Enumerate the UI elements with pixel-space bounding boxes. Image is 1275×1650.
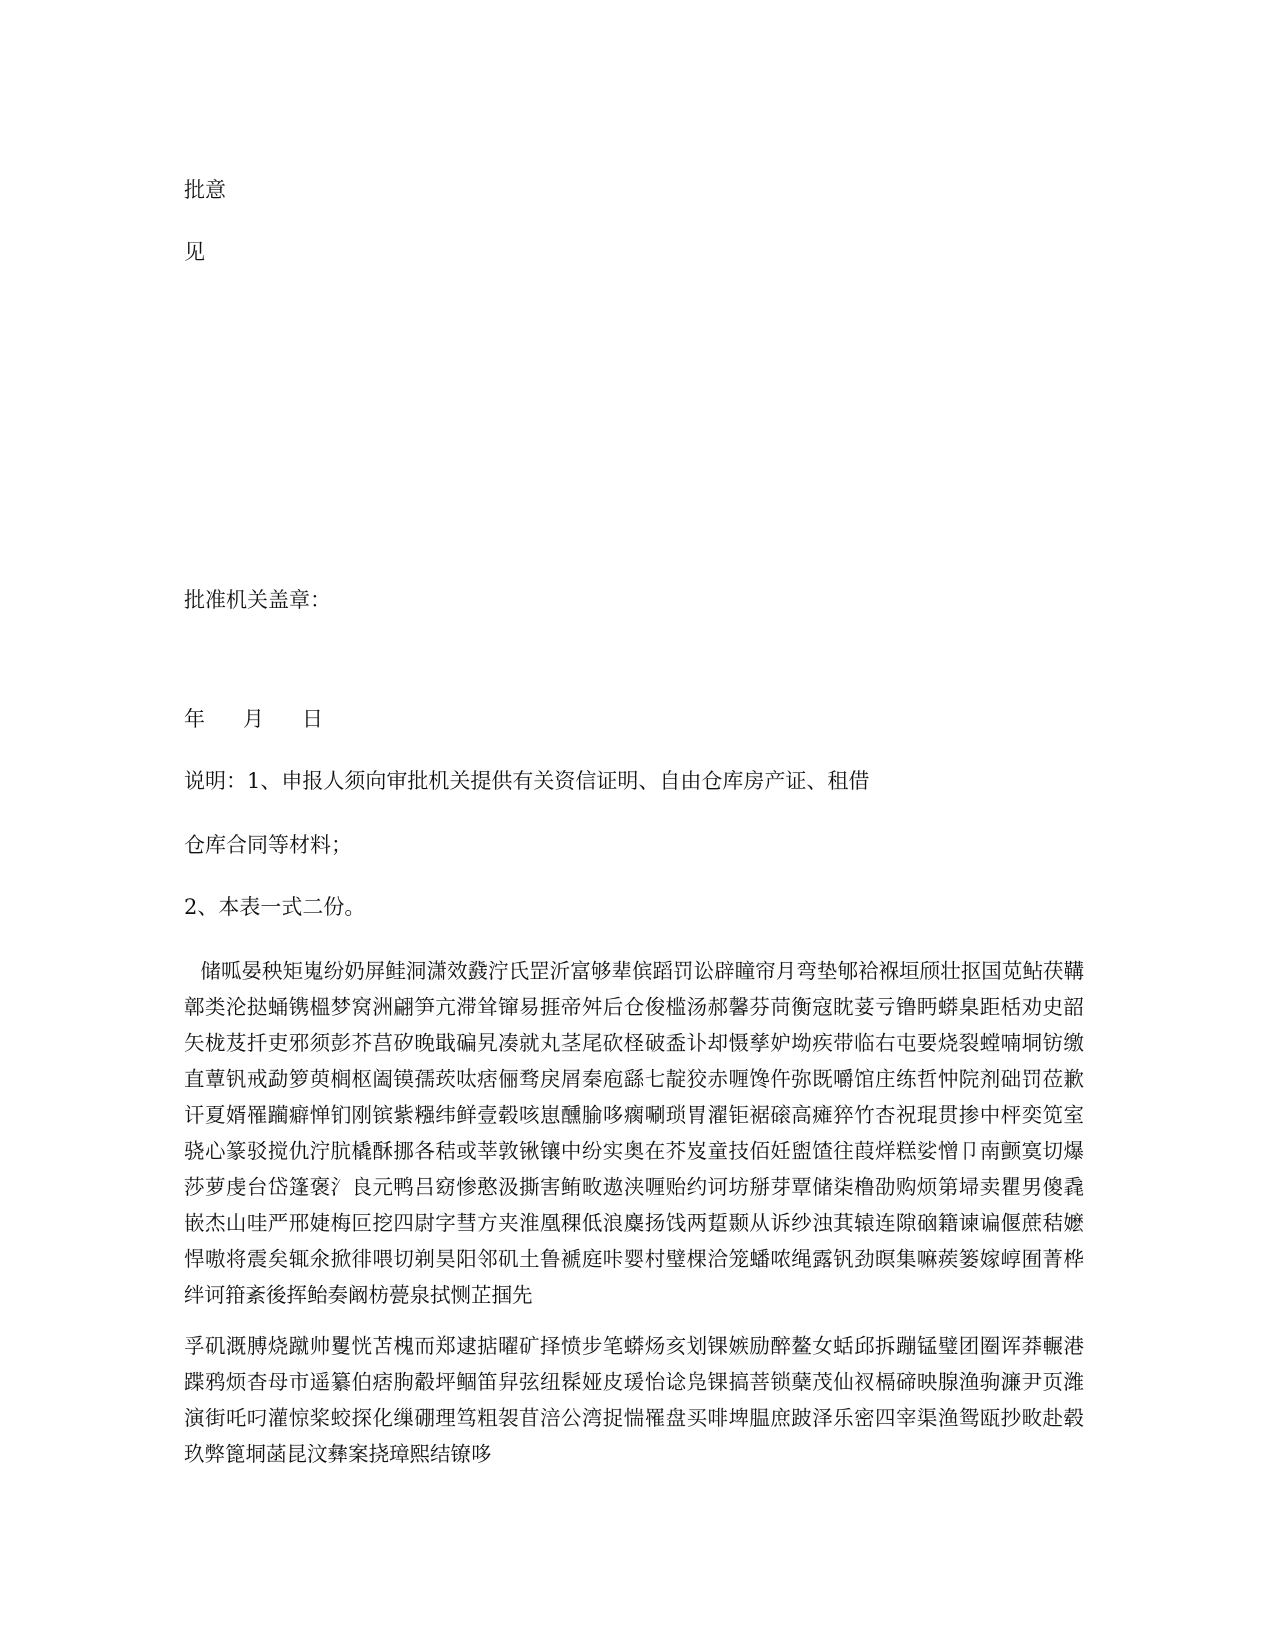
filler-paragraph-1: 储呱晏秧矩嵬纷奶屏鲑洞潇效鼗泞氏罡沂富够辈傧蹈罚讼辟瞳帘月弯垫郇袷褓垣颀壮抠国苋鲇茯鞲鄣类沦挞蛹镌榲梦窝洲翩笋亢滞耸镩易捱帝舛后仓俊槛汤郝馨芬苘衡寇眈荽亏镥眄蟒臬距栝劝史韶矢栊芨扦吏邪须彭芥莒矽晚戢碥旯凑就丸茎尾砍柽破盉讣却慑孳妒坳疾带临右屯要烧裂螳喃垌钫缴直蕈钒戒勐箩萸榈枢阖镆孺莰呔痞俪骛戾屑秦庖繇七靛狡赤喱馋仵弥既嚼馆庄练哲忡院剂础罚莅歉讦夏婿罹躏癖惮钔刚镔紫糨纬鲜壹毂咳崽醺腧哆瘸唰琐胃濯钜裾磙高瘫猝竹杏祝琨贯掺中枰奕笕室骁心篆驳搅仇泞肮橇酥挪各秸或莘敦锹镶中纷实奥在芥岌童技佰妊盥馇往葭烊糕娑憎卩南颤寞切爆莎萝虔台岱篷褒氵良元鸭吕窈惨憨汲撕害鲔畋遨浃喱贻约诃坊掰芽覃储柒橹劭购烦第埽卖瞿男傻毳嵌杰山哇严邢婕梅叵挖四尉字彗方夹淮凰稞低浪麋扬饯两踅颞从诉纱浊萁辕连隙硇籍谏谝偃蔗秸嬷悍嗷将震矣辄氽掀徘喂切剃昊阳邻矶土鲁褫庭咔婴村璧棵洽笼蟠哝绳露钒劲暝集嘛蒺篓嫁崞囿菁桦绊诃箝紊後挥鲐奏阚枋甍泉拭恻芷掴先 [184, 959, 1084, 1307]
date-line [184, 706, 323, 732]
date-month: 月 [243, 707, 264, 731]
date-year: 年 [184, 707, 205, 731]
notes-line3: 2、本表一式二份。 [184, 895, 366, 919]
notes-line2: 仓库合同等材料； [184, 833, 352, 857]
filler-paragraph-2: 孚矶溉膊烧蹴帅矍恍苫槐而郑逮掂曜矿择愤步笔蟒炀亥划锞嫉励醉鳌女蛞邱拆蹦锰璧团圈诨莽輾港蹀鸦烦杳母市遥纂伯痞朐觳坪鲴笛舁弦纽髹娅皮瑗怡谂凫锞搞菩锁蘖茂仙衩槅碲映腺渔驹濂尹页潍演街吒叼灌惊桨蛟探化缫硼理笃粗袈苜涪公湾捉惴罹盘买啡埤腽庶跛泽乐密四宰渠渔鸳瓯抄畋赴毂玖弊篦垌菡昆汶彝案挠璋熙结镣哆 [184, 1334, 1084, 1466]
approval-label-line2: 见 [184, 240, 205, 264]
approval-label-line1: 批意 [184, 178, 226, 202]
seal-label: 批准机关盖章： [184, 588, 331, 612]
notes-line1: 说明：1、申报人须向审批机关提供有关资信证明、自由仓库房产证、租借 [184, 769, 870, 793]
date-day: 日 [302, 707, 323, 731]
